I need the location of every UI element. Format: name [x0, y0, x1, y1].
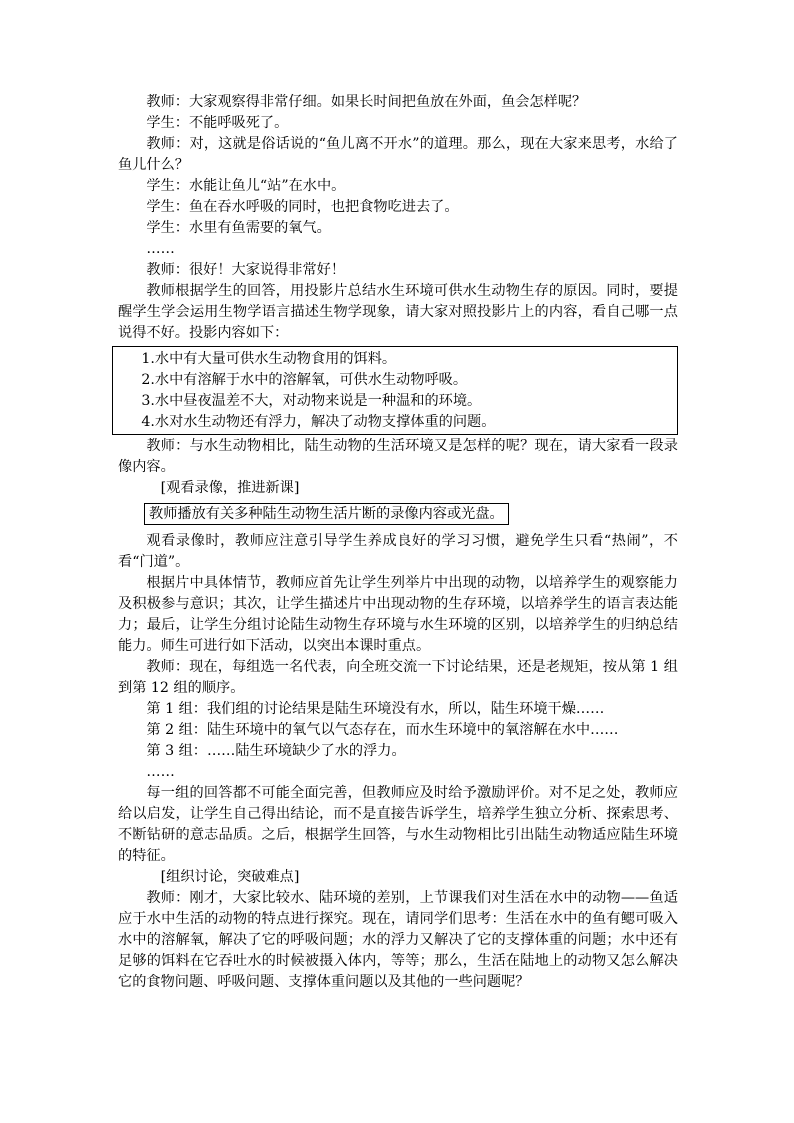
paragraph: 观看录像时，教师应注意引导学生养成良好的学习习惯，避免学生只看“热闹”，不看“门道”。: [118, 533, 678, 570]
paragraph: 第 1 组：我们组的讨论结果是陆生环境没有水，所以，陆生环境干燥……: [146, 701, 605, 717]
projection-box: [112, 346, 678, 435]
paragraph: 学生：不能呼吸死了。: [146, 115, 289, 131]
video-box: 教师播放有关多种陆生动物生活片断的录像内容或光盘。: [144, 503, 509, 525]
projection-item: 4.水对水生动物还有浮力，解决了动物支撑体重的问题。: [141, 414, 496, 430]
section-heading-discuss: [组织讨论，突破难点]: [160, 869, 300, 885]
paragraph: 教师：刚才，大家比较水、陆环境的差别，上节课我们对生活在水中的动物——鱼适应于水中生活的动物的特点进行探究。现在，请同学们思考：生活在水中的鱼有鳃可吸入水中的溶解氧，解决了它的呼吸问题；水的浮力又解决了它的支撑体重的问题；水中还有足够的饵料在它吞吐水的时候被摄入体内，等等；那么，生活在陆地上的动物又怎么解决它的食物问题、呼吸问题、支撑体重问题以及其他的一些问题呢？: [118, 890, 678, 990]
paragraph: 教师根据学生的回答，用投影片总结水生环境可供水生动物生存的原因。同时，要提醒学生学会运用生物学语言描述生物学现象，请大家对照投影片上的内容，看自己哪一点说得不好。投影内容如下：: [118, 283, 678, 341]
projection-item: 2.水中有溶解于水中的溶解氧，可供水生动物呼吸。: [141, 372, 468, 388]
projection-item: 3.水中昼夜温差不大，对动物来说是一种温和的环境。: [141, 393, 482, 409]
section-heading-video: [观看录像，推进新课]: [160, 480, 300, 496]
ellipsis: ……: [146, 764, 175, 780]
paragraph: 教师：对，这就是俗话说的“鱼儿离不开水”的道理。那么，现在大家来思考，水给了鱼儿什么？: [118, 136, 678, 173]
paragraph: 教师：大家观察得非常仔细。如果长时间把鱼放在外面，鱼会怎样呢？: [146, 94, 587, 110]
paragraph: 第 3 组：……陆生环境缺少了水的浮力。: [146, 743, 406, 759]
paragraph: 学生：水能让鱼儿“站”在水中。: [146, 178, 346, 194]
ellipsis: ……: [146, 241, 175, 257]
paragraph: 教师：现在，每组选一名代表，向全班交流一下讨论结果，还是老规矩，按从第 1 组到第 12 组的顺序。: [118, 659, 678, 696]
paragraph: 学生：鱼在吞水呼吸的同时，也把食物吃进去了。: [146, 199, 459, 215]
document-page: [118, 92, 678, 993]
paragraph: 学生：水里有鱼需要的氧气。: [146, 220, 331, 236]
paragraph: 教师：很好！大家说得非常好！: [146, 262, 346, 278]
paragraph: 根据片中具体情节，教师应首先让学生列举片中出现的动物，以培养学生的观察能力及积极参与意识；其次，让学生描述片中出现动物的生存环境，以培养学生的语言表达能力；最后，让学生分组讨论陆生动物生存环境与水生环境的区别，以培养学生的归纳总结能力。师生可进行如下活动，以突出本课时重点。: [118, 575, 678, 654]
paragraph: 每一组的回答都不可能全面完善，但教师应及时给予激励评价。对不足之处，教师应给以启发，让学生自己得出结论，而不是直接告诉学生，培养学生独立分析、探索思考、不断钻研的意志品质。之后，根据学生回答，与水生动物相比引出陆生动物适应陆生环境的特征。: [118, 785, 678, 864]
paragraph: 教师：与水生动物相比，陆生动物的生活环境又是怎样的呢？现在，请大家看一段录像内容。: [118, 438, 678, 475]
projection-item: 1.水中有大量可供水生动物食用的饵料。: [141, 351, 397, 367]
paragraph: 第 2 组：陆生环境中的氧气以气态存在，而水生环境中的氧溶解在水中……: [146, 722, 619, 738]
